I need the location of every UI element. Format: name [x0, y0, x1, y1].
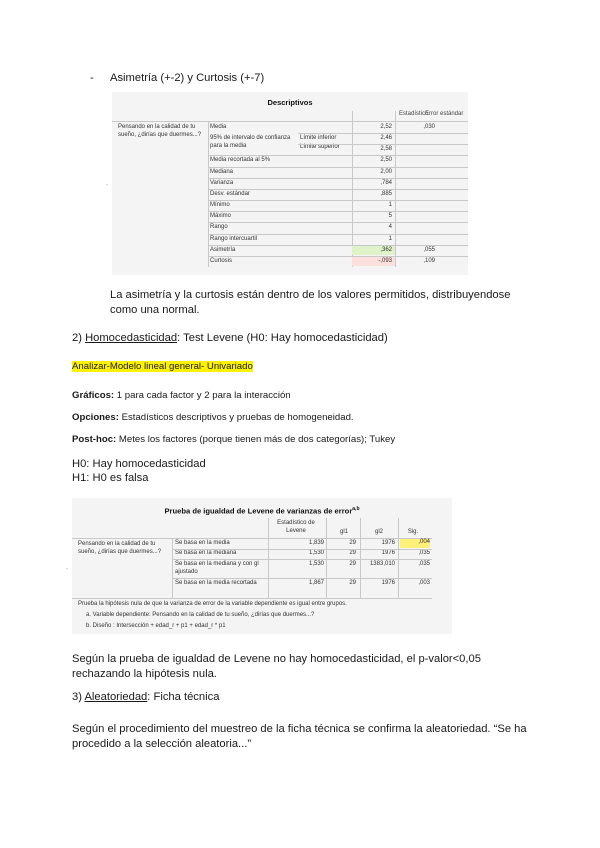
descriptivos-row [208, 201, 448, 210]
descriptivos-row [208, 156, 448, 165]
descriptivos-stat-value: 1 [388, 202, 392, 209]
opciones-label: Opciones: [72, 412, 119, 423]
descriptivos-stat-value: 2,46 [380, 135, 392, 142]
descriptivos-row-label: Rango intercuartil [210, 235, 258, 242]
graficos-text: 1 para cada factor y 2 para la interacción [114, 390, 291, 401]
descriptivos-stat-value: 1 [388, 235, 392, 242]
ci-lower-label: Límite inferior [300, 135, 337, 141]
levene-row-label: Se basa en la media [175, 540, 230, 546]
levene-sig-value: ,035 [418, 550, 430, 556]
levene-title-text: Prueba de igualdad de Levene de varianzas de error [164, 506, 353, 516]
posthoc-label: Post-hoc: [72, 434, 117, 445]
levene-gl2-value: 1383,010 [369, 561, 395, 567]
descriptivos-row-label: Desv. estándar [210, 190, 250, 197]
opciones-text: Estadísticos descriptivos y pruebas de homogeneidad. [118, 412, 354, 423]
descriptivos-row [208, 168, 448, 177]
header-gl2: gl2 [374, 529, 383, 535]
levene-gl2-value: 1976 [381, 540, 395, 546]
levene-group-label: Pensando en la calidad de tu sueño, ¿dirías que duermes...? [78, 541, 162, 555]
opciones-line [72, 411, 354, 424]
aleatoriedad-term: Aleatoriedad [84, 691, 148, 703]
homoced-prefix: 2) [72, 332, 86, 344]
levene-sig-value: ,035 [418, 561, 430, 567]
levene-sig-value: ,003 [418, 580, 430, 586]
descriptivos-stat-value: 5 [388, 213, 392, 220]
descriptivos-error-value: ,055 [423, 246, 435, 253]
descriptivos-title: Descriptivos [267, 98, 313, 107]
descriptivos-row [208, 190, 448, 199]
levene-gl1-value: 29 [349, 561, 356, 567]
descriptivos-stat-value: 2,58 [380, 146, 392, 153]
levene-footnote-a: a. Variable dependiente: Pensando en la calidad de tu sueño, ¿dirías que duermes...? [86, 612, 315, 618]
descriptivos-stat-value: -,093 [378, 257, 392, 264]
conclusion-normalidad: La asimetría y la curtosis están dentro de los valores permitidos, distribuyendose como una normal. [110, 289, 511, 316]
levene-stat-value: 1,530 [308, 550, 324, 556]
homoced-rest: : Test Levene (H0: Hay homocedasticidad) [177, 332, 388, 344]
graficos-line [72, 389, 291, 402]
levene-row-label: Se basa en la media recortada [175, 580, 257, 586]
levene-sig-value: ,004 [400, 539, 430, 548]
descriptivos-group-label: Pensando en la calidad de tu sueño, ¿dirías que duermes...? [118, 124, 202, 138]
aleatoriedad-heading [72, 690, 219, 705]
levene-gl1-value: 29 [349, 540, 356, 546]
header-estadistico: Estadístico [399, 111, 429, 117]
descriptivos-row-label: Rango [210, 224, 228, 231]
descriptivos-row [208, 134, 448, 143]
conclusion-aleatoriedad: Según el procedimiento del muestreo de la ficha técnica se confirma la aleatoriedad. “Se ha procedido a la selección aleatoria...” [72, 723, 527, 750]
descriptivos-row-label: Media recortada al 5% [210, 157, 271, 164]
descriptivos-row-label: Varianza [210, 179, 234, 186]
levene-stat-value: 1,530 [308, 561, 324, 567]
descriptivos-row-label: Mediana [210, 168, 234, 175]
posthoc-text: Metes los factores (porque tienen más de dos categorías); Tukey [116, 434, 396, 445]
levene-stat-value: 1,839 [308, 540, 324, 546]
descriptivos-row-label: Curtosis [210, 257, 233, 264]
descriptivos-stat-value: ,362 [380, 246, 392, 253]
descriptivos-row-label: Máximo [210, 213, 232, 220]
normalidad-heading: Asimetría (+-2) y Curtosis (+-7) [110, 72, 265, 84]
levene-title [72, 506, 452, 516]
conclusion-levene: Según la prueba de igualdad de Levene no hay homocedasticidad, el p-valor<0,05 rechazando la hipótesis nula. [72, 653, 481, 680]
descriptivos-stat-value: ,784 [380, 179, 392, 186]
ci-label: 95% de intervalo de confianza para la media [210, 135, 291, 149]
homoced-term: Homocedasticidad [85, 332, 178, 344]
levene-footnote-main: Prueba la hipótesis nula de que la varianza de error de la variable dependiente es igual entre grupos. [78, 601, 347, 607]
aleatoriedad-prefix: 3) [72, 691, 85, 703]
descriptivos-row [208, 246, 448, 255]
levene-stat-value: 1,867 [308, 580, 324, 586]
levene-row-label: Se basa en la mediana [175, 550, 237, 556]
descriptivos-error-value: ,030 [423, 124, 435, 130]
analizar-path-text: Analizar-Modelo lineal general- Univariado [72, 361, 253, 372]
analizar-path [72, 360, 253, 373]
graficos-label: Gráficos: [72, 390, 115, 401]
descriptivos-stat-value: 2,52 [380, 124, 392, 130]
descriptivos-row-label: Asimetría [210, 246, 236, 253]
descriptivos-row [208, 145, 448, 154]
descriptivos-stat-value: 2,50 [380, 157, 392, 164]
descriptivos-stat-value: 4 [388, 224, 392, 231]
descriptivos-row [208, 179, 448, 188]
descriptivos-stat-value: 2,00 [380, 168, 392, 175]
levene-table [66, 498, 452, 634]
descriptivos-row-label: Media [210, 124, 227, 130]
descriptivos-row [208, 212, 448, 221]
header-levene-stat: Estadístico de Levene [277, 520, 315, 534]
levene-row-label: Se basa en la mediana y con gl ajustado [175, 561, 259, 575]
h1-line: H1: H0 es falsa [72, 472, 149, 484]
descriptivos-row [208, 257, 448, 266]
posthoc-line [72, 433, 395, 446]
ci-upper-label: Límite superior [300, 144, 340, 150]
descriptivos-stat-value: ,885 [380, 190, 392, 197]
header-gl1: gl1 [339, 529, 348, 535]
h0-line: H0: Hay homocedasticidad [72, 458, 206, 470]
paragraph-marker: . [106, 178, 109, 187]
bullet-dash: - [90, 72, 94, 84]
descriptivos-row [208, 223, 448, 232]
homocedasticidad-heading [72, 331, 532, 346]
levene-footnote-b: b. Diseño : Intersección + edad_r + p1 + edad_r * p1 [86, 623, 226, 629]
levene-gl2-value: 1976 [381, 580, 395, 586]
descriptivos-row [208, 235, 448, 244]
levene-title-sup: a,b [352, 506, 360, 512]
paragraph-marker: . [66, 562, 69, 571]
levene-gl1-value: 29 [349, 550, 356, 556]
descriptivos-error-value: ,109 [423, 257, 435, 264]
levene-gl2-value: 1976 [381, 550, 395, 556]
header-error: Error estándar [425, 111, 464, 117]
header-sig: Sig. [407, 529, 419, 535]
descriptivos-row-label: Mínimo [210, 202, 230, 209]
descriptivos-row [208, 123, 448, 132]
levene-gl1-value: 29 [349, 580, 356, 586]
descriptivos-table [106, 92, 468, 275]
aleatoriedad-rest: : Ficha técnica [147, 691, 220, 703]
